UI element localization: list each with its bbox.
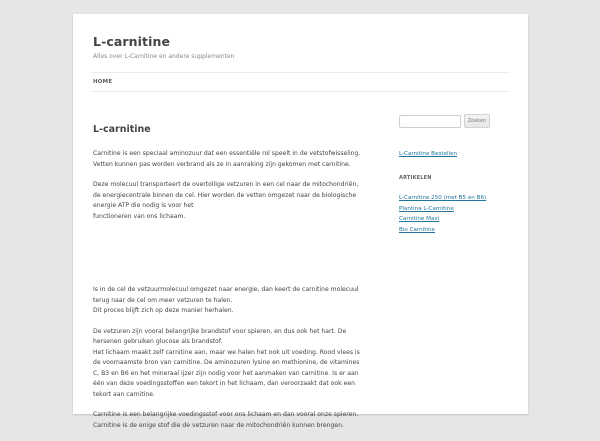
spacer <box>93 232 365 285</box>
search-form <box>399 114 509 128</box>
bestellen-link[interactable]: L-Carnitine Bestellen <box>399 151 458 157</box>
post-paragraph <box>93 285 365 317</box>
site-description: Alles over L-Carnitine en andere supplementen <box>93 53 235 60</box>
post-paragraph <box>93 410 365 431</box>
nav-divider-bottom <box>91 91 510 92</box>
artikel-link[interactable]: Carnitine Maxi <box>399 216 440 222</box>
post-paragraph-text: Is in de cel de vetzuurmolecuul omgezet naar energie, dan keert de carnitine molecuul terug naar de cel om meer vetzuren te halen. Dit proces blijft zich op deze manier herhalen. <box>93 286 359 314</box>
main-content <box>93 124 365 441</box>
list-item <box>399 193 509 204</box>
search-input[interactable] <box>399 115 461 128</box>
artikelen-list <box>399 193 509 235</box>
sidebar <box>399 114 509 235</box>
site-title[interactable]: L-carnitine <box>93 34 171 49</box>
nav-divider-top <box>91 72 510 73</box>
list-item <box>399 204 509 215</box>
post-paragraph-text: Carnitine is een belangrijke voedingsstof voor ons lichaam en dan vooral onze spieren. Carnitine is de enige stof die de vetzuren naar de mitochondriën kunnen brengen. <box>93 411 359 429</box>
post-paragraph: Carnitine is een speciaal aminozuur dat een essentiële rol speelt in de vetstofwisseling. Vetten kunnen pas worden verbrand als ze in aanraking zijn gekomen met carnitine. <box>93 150 361 168</box>
post-title[interactable]: L-carnitine <box>93 124 151 135</box>
page-container <box>73 14 528 429</box>
nav-item-home[interactable]: HOME <box>93 79 113 85</box>
post-paragraph <box>93 180 365 222</box>
search-button[interactable]: Zoeken <box>464 114 490 128</box>
post-paragraph-text: De vetzuren zijn vooral belangrijke brandstof voor spieren, en dus ook het hart. De hersenen gebruiken glucose als brandstof. Het lichaam maakt zelf carnitine aan, maar we halen het ook uit voeding. Rood vlees is de voornaamste bron van carnitine. De aminozuren lysine en methionine, de vitamines C, B3 en B6 en het mineraal ijzer zijn nodig voor het aanmaken van carnitine. Is er aan één van deze voedingsstoffen een tekort in het lichaam, dan veroorzaakt dat ook een tekort aan carnitine. <box>93 327 360 398</box>
artikel-link[interactable]: L-Carnitine 250 (met B5 en B6) <box>399 195 487 201</box>
artikel-link[interactable]: Plantina L-Carnitine <box>399 205 454 212</box>
artikelen-widget-title: ARTIKELEN <box>399 175 432 181</box>
artikel-link[interactable]: Bio Carnitine <box>399 226 435 233</box>
post-paragraph <box>93 327 365 401</box>
post-paragraph-text: Deze molecuul transporteert de overtollige vetzuren in een cel naar de mitochondriën, de energiecentrale binnen de cel. Hier worden de vetten omgezet naar de biologische energie ATP die nodig is voor het functioneren van ons lichaam. <box>93 181 359 220</box>
list-item <box>399 225 509 236</box>
list-item <box>399 214 509 225</box>
